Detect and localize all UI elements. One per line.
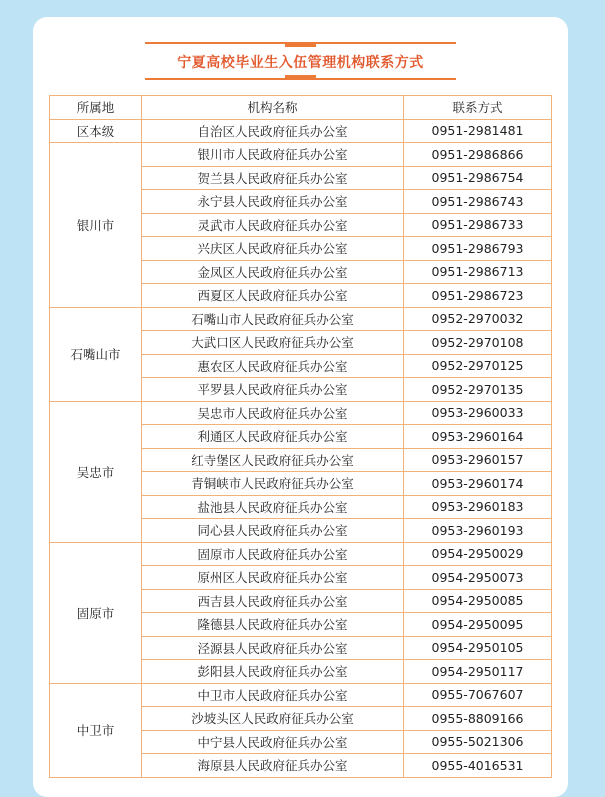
region-cell: 中卫市 xyxy=(50,683,142,777)
org-name-cell: 利通区人民政府征兵办公室 xyxy=(142,425,404,449)
org-name-cell: 石嘴山市人民政府征兵办公室 xyxy=(142,307,404,331)
org-name-cell: 金凤区人民政府征兵办公室 xyxy=(142,260,404,284)
phone-cell: 0955-7067607 xyxy=(404,683,552,707)
org-name-cell: 兴庆区人民政府征兵办公室 xyxy=(142,237,404,261)
org-name-cell: 中卫市人民政府征兵办公室 xyxy=(142,683,404,707)
phone-cell: 0954-2950117 xyxy=(404,660,552,684)
org-name-cell: 青铜峡市人民政府征兵办公室 xyxy=(142,472,404,496)
region-cell: 石嘴山市 xyxy=(50,307,142,401)
phone-cell: 0953-2960174 xyxy=(404,472,552,496)
phone-cell: 0952-2970032 xyxy=(404,307,552,331)
header-region: 所属地 xyxy=(50,96,142,120)
org-name-cell: 自治区人民政府征兵办公室 xyxy=(142,119,404,143)
table-row xyxy=(50,542,552,566)
org-name-cell: 隆德县人民政府征兵办公室 xyxy=(142,613,404,637)
phone-cell: 0951-2986793 xyxy=(404,237,552,261)
table-body xyxy=(50,119,552,777)
org-name-cell: 泾源县人民政府征兵办公室 xyxy=(142,636,404,660)
table-row xyxy=(50,683,552,707)
org-name-cell: 惠农区人民政府征兵办公室 xyxy=(142,354,404,378)
phone-cell: 0951-2986743 xyxy=(404,190,552,214)
region-cell: 银川市 xyxy=(50,143,142,308)
org-name-cell: 原州区人民政府征兵办公室 xyxy=(142,566,404,590)
org-name-cell: 中宁县人民政府征兵办公室 xyxy=(142,730,404,754)
phone-cell: 0954-2950105 xyxy=(404,636,552,660)
org-name-cell: 彭阳县人民政府征兵办公室 xyxy=(142,660,404,684)
org-name-cell: 海原县人民政府征兵办公室 xyxy=(142,754,404,778)
phone-cell: 0954-2950029 xyxy=(404,542,552,566)
phone-cell: 0954-2950085 xyxy=(404,589,552,613)
org-name-cell: 西夏区人民政府征兵办公室 xyxy=(142,284,404,308)
contact-table xyxy=(49,95,552,778)
table-row xyxy=(50,307,552,331)
table-row xyxy=(50,401,552,425)
phone-cell: 0951-2986713 xyxy=(404,260,552,284)
org-name-cell: 同心县人民政府征兵办公室 xyxy=(142,519,404,543)
phone-cell: 0951-2986733 xyxy=(404,213,552,237)
table-row xyxy=(50,143,552,167)
org-name-cell: 永宁县人民政府征兵办公室 xyxy=(142,190,404,214)
org-name-cell: 贺兰县人民政府征兵办公室 xyxy=(142,166,404,190)
phone-cell: 0953-2960193 xyxy=(404,519,552,543)
title-accent-bottom xyxy=(285,75,316,80)
org-name-cell: 银川市人民政府征兵办公室 xyxy=(142,143,404,167)
phone-cell: 0955-8809166 xyxy=(404,707,552,731)
phone-cell: 0951-2986754 xyxy=(404,166,552,190)
phone-cell: 0953-2960164 xyxy=(404,425,552,449)
phone-cell: 0953-2960157 xyxy=(404,448,552,472)
phone-cell: 0953-2960033 xyxy=(404,401,552,425)
table-header-row xyxy=(50,96,552,120)
region-cell: 固原市 xyxy=(50,542,142,683)
phone-cell: 0951-2986866 xyxy=(404,143,552,167)
org-name-cell: 沙坡头区人民政府征兵办公室 xyxy=(142,707,404,731)
title-accent-top xyxy=(285,42,316,47)
phone-cell: 0952-2970108 xyxy=(404,331,552,355)
phone-cell: 0952-2970125 xyxy=(404,354,552,378)
phone-cell: 0954-2950073 xyxy=(404,566,552,590)
page-title: 宁夏高校毕业生入伍管理机构联系方式 xyxy=(177,55,424,71)
org-name-cell: 平罗县人民政府征兵办公室 xyxy=(142,378,404,402)
header-contact: 联系方式 xyxy=(404,96,552,120)
phone-cell: 0951-2981481 xyxy=(404,119,552,143)
region-cell: 区本级 xyxy=(50,119,142,143)
org-name-cell: 红寺堡区人民政府征兵办公室 xyxy=(142,448,404,472)
phone-cell: 0953-2960183 xyxy=(404,495,552,519)
org-name-cell: 盐池县人民政府征兵办公室 xyxy=(142,495,404,519)
org-name-cell: 吴忠市人民政府征兵办公室 xyxy=(142,401,404,425)
title-banner xyxy=(145,42,456,80)
header-org: 机构名称 xyxy=(142,96,404,120)
org-name-cell: 灵武市人民政府征兵办公室 xyxy=(142,213,404,237)
org-name-cell: 大武口区人民政府征兵办公室 xyxy=(142,331,404,355)
table-row xyxy=(50,119,552,143)
phone-cell: 0955-5021306 xyxy=(404,730,552,754)
phone-cell: 0952-2970135 xyxy=(404,378,552,402)
phone-cell: 0951-2986723 xyxy=(404,284,552,308)
org-name-cell: 固原市人民政府征兵办公室 xyxy=(142,542,404,566)
phone-cell: 0955-4016531 xyxy=(404,754,552,778)
org-name-cell: 西吉县人民政府征兵办公室 xyxy=(142,589,404,613)
phone-cell: 0954-2950095 xyxy=(404,613,552,637)
region-cell: 吴忠市 xyxy=(50,401,142,542)
